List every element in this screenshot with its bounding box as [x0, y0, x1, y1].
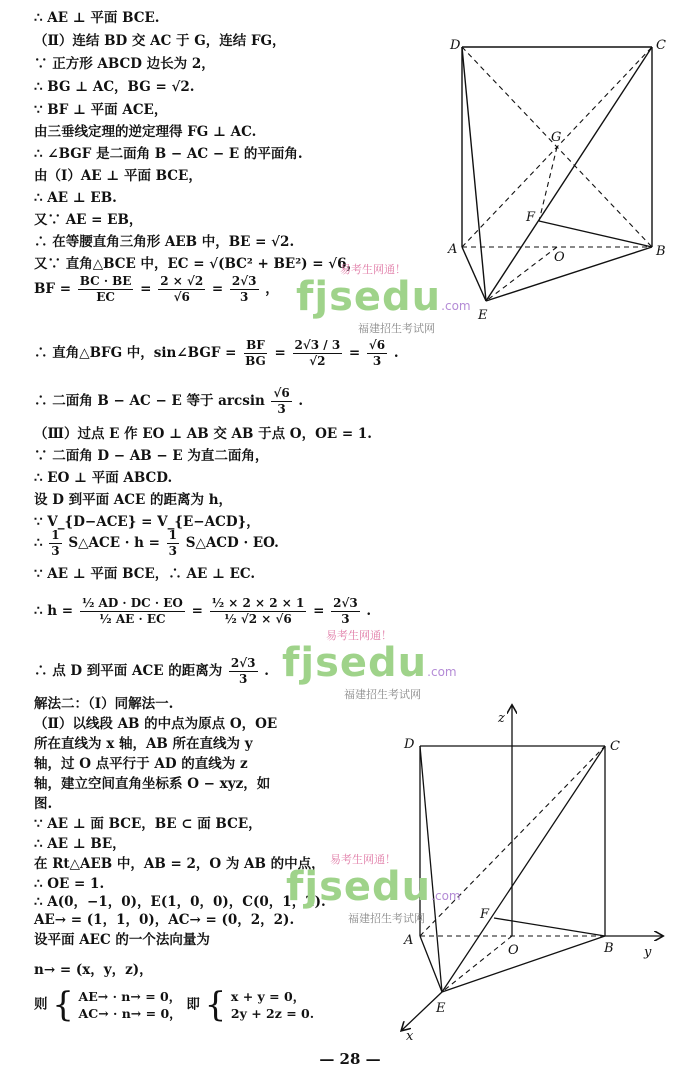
numerator: ½ × 2 × 2 × 1 [211, 596, 305, 610]
formula-text: . [298, 393, 304, 409]
formula-text: = [191, 603, 203, 619]
watermark-logo: fjsedu [286, 864, 432, 910]
formula-text: 则 [34, 996, 48, 1013]
watermark-tag: 易考生网通！ [326, 629, 392, 642]
page-number: — 28 — [319, 1050, 381, 1068]
text-line: （Ⅱ）以线段 AB 的中点为原点 O，OE [34, 716, 278, 732]
text-line: n→ = (x，y，z)， [34, 962, 153, 978]
equation: x + y = 0， [230, 989, 306, 1004]
text-line: （Ⅲ）过点 E 作 EO ⊥ AB 交 AB 于点 O，OE = 1. [34, 426, 372, 442]
text-line: ∴ AE ⊥ 平面 BCE. [34, 10, 160, 26]
edge-fb [539, 221, 652, 247]
text-line: 设 D 到平面 ACE 的距离为 h， [34, 492, 233, 508]
watermark [282, 624, 457, 702]
fraction [243, 338, 268, 369]
equation-system [34, 985, 315, 1025]
text-line: 轴，过 O 点平行于 AD 的直线为 z [34, 756, 248, 772]
label-y: y [644, 945, 652, 960]
fraction [271, 386, 291, 417]
formula-volume [34, 528, 279, 559]
edge-ce [486, 47, 652, 301]
left-brace-icon: { [52, 985, 74, 1025]
formula-arcsin [34, 386, 303, 417]
label-o: O [554, 250, 565, 265]
numerator: ½ AD · DC · EO [81, 596, 183, 610]
formula-sin [34, 338, 399, 369]
formula-text: BF = [34, 281, 72, 297]
denominator: 3 [51, 544, 60, 558]
text-line: ∵ AE ⊥ 面 BCE，BE ⊂ 面 BCE， [34, 816, 262, 832]
formula-text: . [393, 345, 399, 361]
equation: AE→ · n→ = 0， [78, 989, 182, 1004]
watermark-logo: fjsedu [282, 640, 428, 686]
formula-bf [34, 274, 279, 305]
edge-eb [486, 247, 652, 301]
watermark-logo: fjsedu [296, 274, 442, 320]
fraction [293, 338, 343, 369]
fraction [230, 274, 259, 305]
text-line: ∴ 在等腰直角三角形 AEB 中，BE = √2. [34, 234, 295, 250]
fraction [367, 338, 387, 369]
formula-text: . [366, 603, 372, 619]
formula-text: ∴ [34, 535, 43, 551]
formula-text: = [348, 345, 361, 361]
watermark-tag: 易考生网通！ [330, 853, 396, 866]
formula-text: . [264, 663, 269, 679]
numerator: √6 [368, 338, 386, 352]
formula-text: ， [265, 281, 279, 297]
fraction [167, 528, 179, 559]
watermark-tag: 易考生网通！ [340, 263, 406, 276]
fraction [80, 596, 185, 627]
segment-oe [486, 247, 557, 301]
watermark-com: .com [441, 299, 471, 313]
formula-text: ∴ 直角△BFG 中，sin∠BGF = [34, 345, 237, 361]
label-d: D [404, 737, 415, 752]
label-c: C [610, 739, 620, 754]
label-o: O [508, 943, 519, 958]
text-line: ∴ AE ⊥ BE， [34, 836, 126, 852]
numerator: 2 × √2 [160, 274, 204, 288]
formula-text: = [140, 281, 152, 297]
denominator: ½ √2 × √6 [224, 612, 292, 626]
text-line: ∴ A(0，−1，0)，E(1，0，0)，C(0，1，2). [34, 894, 326, 910]
segment-gf [539, 147, 557, 221]
formula-text: ∴ 二面角 B − AC − E 等于 arcsin [34, 393, 265, 409]
text-line: ∴ EO ⊥ 平面 ABCD. [34, 470, 173, 486]
equation: AC→ · n→ = 0， [78, 1006, 182, 1021]
text-line: ∵ AE ⊥ 平面 BCE，∴ AE ⊥ EC. [34, 566, 256, 582]
text-line: 在 Rt△AEB 中，AB = 2，O 为 AB 的中点， [34, 856, 325, 872]
denominator: 3 [277, 402, 286, 416]
text-line: 所在直线为 x 轴，AB 所在直线为 y [34, 736, 253, 752]
denominator: 3 [240, 290, 249, 304]
watermark-sub: 福建招生考试网 [348, 912, 425, 925]
text-line: 图. [34, 796, 53, 812]
text-line: 又∵ AE = EB， [34, 212, 143, 228]
denominator: 3 [239, 672, 248, 686]
label-a: A [404, 933, 414, 948]
label-f: F [480, 907, 490, 922]
text-line: ∴ BG ⊥ AC，BG = √2. [34, 79, 195, 95]
numerator: BC · BE [79, 274, 132, 288]
formula-text: = [211, 281, 224, 297]
watermark [296, 258, 471, 336]
formula-text: ∴ 点 D 到平面 ACE 的距离为 [34, 663, 223, 679]
equation: 2y + 2z = 0. [230, 1006, 315, 1021]
edge-ce [442, 746, 605, 992]
system-left [79, 988, 182, 1022]
formula-text: ∴ h = [34, 603, 74, 619]
text-line: 设平面 AEC 的一个法向量为 [34, 932, 210, 948]
label-b: B [604, 941, 614, 956]
formula-text: 即 [186, 996, 200, 1013]
label-d: D [450, 38, 461, 53]
left-brace-icon: { [204, 985, 227, 1025]
text-line: 又∵ 直角△BCE 中，EC = √(BC² + BE²) = √6， [34, 256, 360, 272]
numerator: 2√3 [231, 274, 257, 288]
label-b: B [656, 244, 666, 259]
text-line: ∴ ∠BGF 是二面角 B − AC − E 的平面角. [34, 146, 303, 162]
text-line: ∵ BF ⊥ 平面 ACE， [34, 102, 168, 118]
label-e: E [436, 1001, 446, 1016]
numerator: 2√3 / 3 [294, 338, 341, 352]
label-e: E [478, 308, 488, 323]
label-g: G [551, 130, 562, 145]
watermark [286, 848, 461, 926]
watermark-com: .com [431, 889, 461, 903]
watermark-sub: 福建招生考试网 [344, 688, 421, 701]
text-line: AE→ = (1，1，0)，AC→ = (0，2，2). [34, 912, 295, 928]
denominator: BG [245, 354, 266, 368]
edge-ae [420, 936, 442, 992]
denominator: √2 [309, 354, 326, 368]
numerator: 1 [51, 528, 60, 542]
formula-h [34, 596, 371, 627]
fraction [158, 274, 205, 305]
formula-text: = [274, 345, 286, 361]
formula-text: S△ACD · EO. [185, 535, 279, 551]
label-f: F [526, 210, 536, 225]
system-right [231, 988, 314, 1022]
watermark-com: .com [427, 665, 457, 679]
watermark-sub: 福建招生考试网 [358, 322, 435, 335]
denominator: ½ AE · EC [99, 612, 166, 626]
text-line: 由（Ⅰ）AE ⊥ 平面 BCE， [34, 168, 202, 184]
formula-distance [34, 656, 269, 687]
numerator: 1 [168, 528, 177, 542]
denominator: EC [96, 290, 115, 304]
numerator: BF [246, 338, 265, 352]
text-line: ∵ 二面角 D − AB − E 为直二面角， [34, 448, 269, 464]
fraction [210, 596, 307, 627]
text-line: 轴，建立空间直角坐标系 O − xyz，如 [34, 776, 271, 792]
text-line: （Ⅱ）连结 BD 交 AC 于 G，连结 FG， [34, 33, 286, 49]
numerator: 2√3 [333, 596, 358, 610]
denominator: 3 [168, 544, 177, 558]
text-line: 由三垂线定理的逆定理得 FG ⊥ AC. [34, 124, 257, 140]
label-c: C [656, 38, 666, 53]
fraction [78, 274, 134, 305]
label-z: z [498, 711, 505, 726]
denominator: √6 [173, 290, 190, 304]
fraction [331, 596, 360, 627]
text-line: ∵ 正方形 ABCD 边长为 2， [34, 56, 215, 72]
label-x: x [406, 1029, 414, 1044]
text-line: 解法二：（Ⅰ）同解法一. [34, 696, 174, 712]
edge-fb [494, 918, 605, 936]
numerator: √6 [273, 386, 290, 400]
text-line: ∴ AE ⊥ EB. [34, 190, 117, 206]
fraction [229, 656, 258, 687]
denominator: 3 [341, 612, 350, 626]
label-a: A [448, 242, 458, 257]
formula-text: S△ACE · h = [68, 535, 160, 551]
text-line: ∵ V_{D−ACE} = V_{E−ACD}， [34, 514, 260, 530]
numerator: 2√3 [230, 656, 256, 670]
segment-oe [442, 936, 512, 992]
denominator: 3 [372, 354, 382, 368]
fraction [49, 528, 61, 559]
edge-eb [442, 936, 605, 992]
formula-text: = [313, 603, 325, 619]
text-line: ∴ OE = 1. [34, 876, 105, 892]
